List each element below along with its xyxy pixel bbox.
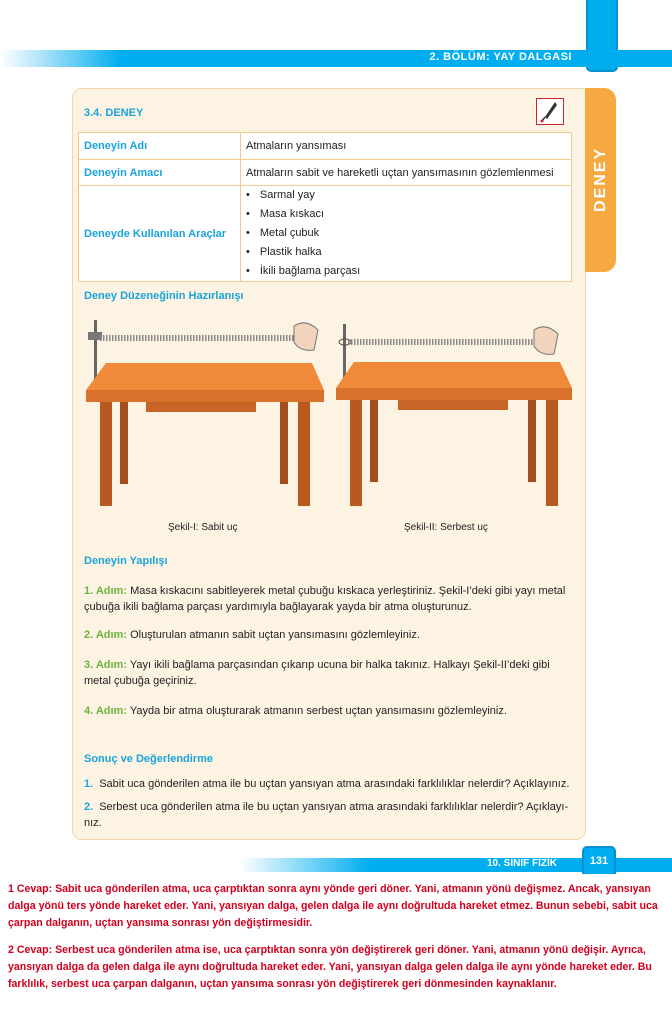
list-item: • Plastik halka (246, 243, 566, 262)
question (84, 799, 574, 831)
procedure-title: Deneyin Yapılışı (84, 555, 168, 567)
figure-caption: Şekil-II: Serbest uç (404, 522, 488, 533)
figure-caption: Şekil-I: Sabit uç (168, 522, 238, 533)
setup-title: Deney Düzeneğinin Hazırlanışı (84, 290, 244, 302)
step (84, 627, 574, 643)
pen-icon (536, 98, 564, 125)
list-item: • Sarmal yay (246, 186, 566, 205)
side-tab (585, 88, 616, 272)
table-row (79, 160, 572, 186)
experiment-table (78, 132, 572, 282)
step-text: Yayı ikili bağlama parçasından çıkarıp ucuna bir halka takınız. Halkayı Şekil-II’deki gibi metal çubuğa geçiriniz. (84, 659, 550, 687)
row-value: Atmaların sabit ve hareketli uçtan yansımasının gözlemlenmesi (241, 160, 572, 186)
table-row (79, 133, 572, 160)
question (84, 776, 574, 792)
question-number: 2. (84, 801, 94, 813)
list-item: • İkili bağlama parçası (246, 262, 566, 281)
question-number: 1. (84, 778, 94, 790)
row-key: Deneyde Kullanılan Araçlar (79, 186, 241, 282)
step-label: 3. Adım: (84, 659, 127, 671)
question-text: Serbest uca gönderilen atma ile bu uçtan yansıyan atma arasındaki farklılıklar nelerdir? Açıklayı-nız. (84, 801, 569, 829)
step-label: 4. Adım: (84, 705, 127, 717)
question-text: Sabit uca gönderilen atma ile bu uçtan yansıyan atma arasındaki farklılıklar nelerdir? Açıklayınız. (99, 778, 570, 790)
row-key: Deneyin Amacı (79, 160, 241, 186)
book-title: 10. SINIF FİZİK (487, 858, 558, 869)
row-value: Atmaların yansıması (241, 133, 572, 160)
list-item: • Metal çubuk (246, 224, 566, 243)
section-title: 3.4. DENEY (84, 107, 144, 119)
conclusion-title: Sonuç ve Değerlendirme (84, 753, 213, 765)
tools-list (246, 186, 566, 281)
chapter-title: 2. BÖLÜM: YAY DALGASI (429, 51, 572, 63)
step-text: Masa kıskacını sabitleyerek metal çubuğu kıskaca yerleştiriniz. Şekil-I’deki gibi yayı metal çubuğa ikili bağlama parçası yardımıyla bağlayarak yayda bir atma oluşturunuz. (84, 585, 566, 613)
setup-illustration (76, 308, 586, 513)
answer-2: 2 Cevap: Serbest uca gönderilen atma ise, uca çarptıktan sonra yön değiştirerek geri döner. Yani, atmanın yönü değişir. Ayrıca, yansıyan dalga da gelen dalga ile aynı doğrultuda hareket eder. Yani, yansıyan dalga gelen dalga ile aynı yönde hareket eder. Bu farklılık, serbest uca çarpan dalganın, uçtan yansıma sonrası yön değiştirerek geri dönmesinden kaynaklanır. (8, 944, 652, 990)
page-number: 131 (582, 846, 616, 874)
step (84, 583, 574, 615)
table-row (79, 186, 572, 282)
answer-1: 1 Cevap: Sabit uca gönderilen atma, uca çarptıktan sonra aynı yönde geri döner. Yani, atmanın yönü değişmez. Ancak, yansıyan dalga yönü ters yönde hareket eder. Yani, yansıyan dalga, gelen dalga ile aynı doğrultuda hareket etmez. Bunun sebebi, sabit uca çarpan dalganın, uçtan yansıma sonrası yön değiştirmesidir. (8, 883, 658, 929)
side-tab-label: DENEY (592, 146, 609, 212)
step (84, 657, 574, 689)
row-key: Deneyin Adı (79, 133, 241, 160)
figure-fixed-end (86, 320, 324, 506)
step-label: 1. Adım: (84, 585, 127, 597)
step-text: Oluşturulan atmanın sabit uçtan yansımasını gözlemleyiniz. (130, 629, 420, 641)
step-text: Yayda bir atma oluşturarak atmanın serbest uçtan yansımasını gözlemleyiniz. (129, 705, 507, 717)
step (84, 703, 574, 719)
figure-free-end (336, 324, 572, 506)
list-item: • Masa kıskacı (246, 205, 566, 224)
step-label: 2. Adım: (84, 629, 127, 641)
